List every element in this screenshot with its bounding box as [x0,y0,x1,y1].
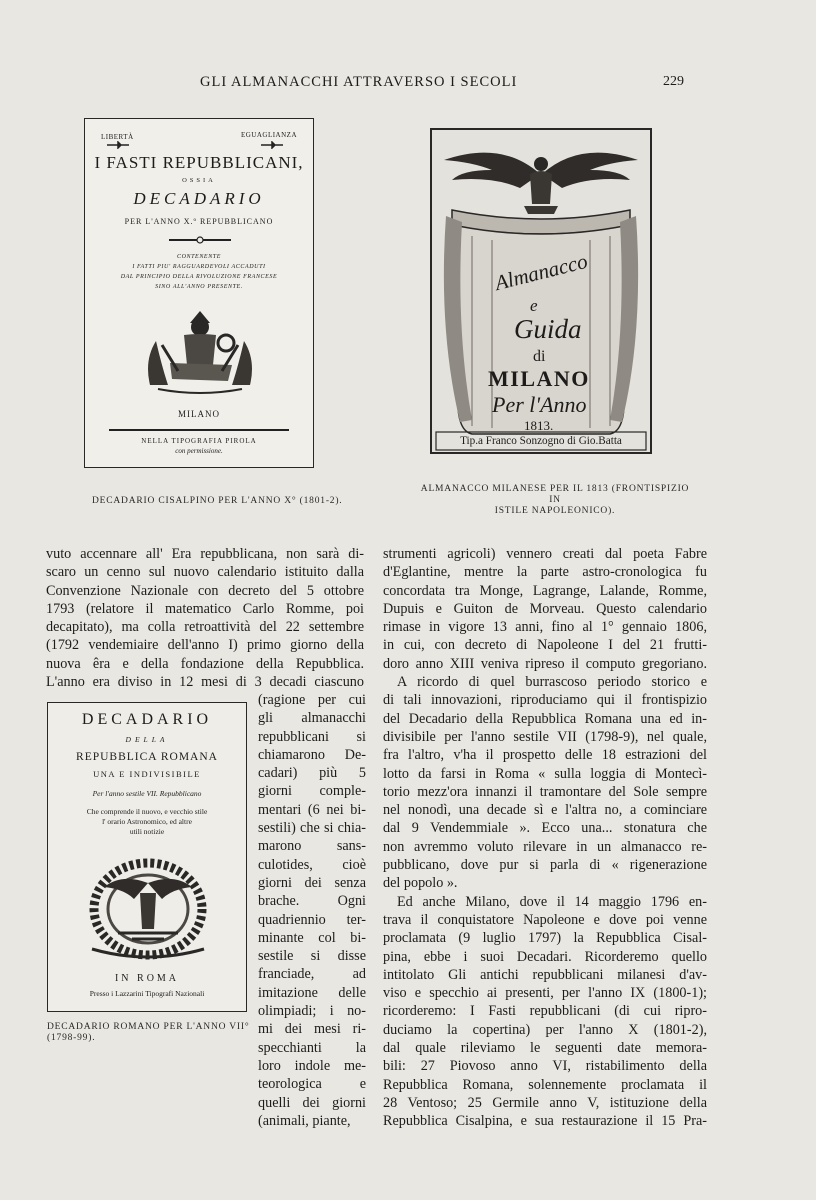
text-line: imitazione delle [258,984,366,1001]
text-line: torio mezz'ora innanzi il tramontare del Sole sempre [383,783,707,800]
text-line: di tali innovazioni, riproduciamo qui il frontispizio [383,692,707,709]
milanese-script-3: di [533,348,546,365]
motto-right: EGUAGLIANZA [240,131,297,139]
text-line: viso e specchio ai presenti, per l'anno IX (1800-1); [383,985,707,1002]
cisalpine-contents-3: SINO ALL'ANNO PRESENTE. [155,284,243,290]
text-line: specchianti la [258,1039,366,1056]
text-line: concordata tra Monge, Lagrange, Lalande, Romme, [383,582,707,599]
text-line: (1792 vendemiaire dell'anno I) primo giorno della [46,637,364,654]
caption-roman-line-1: (1798-99). [47,1033,96,1043]
text-line: in cui, con decreto di Napoleone I del 21 frutti- [383,637,707,654]
text-line: d'Eglantine, mentre la parte astro-cronologica fu [383,564,707,581]
text-line: L'anno era diviso in 12 mesi di 3 decadi ciascuno [46,674,364,691]
roman-title: DECADARIO [81,711,213,728]
cisalpine-city: MILANO [178,409,220,419]
text-line: fra l'altro, v'ha il prospetto delle 18 estrazioni del [383,747,707,764]
roman-note-1: l' orario Astronomico, ed altre [102,817,192,826]
text-line: trava il conquistatore Napoleone e dove poi venne [383,911,707,928]
text-line: vuto accennare all' Era repubblicana, non sarà di- [46,546,364,562]
text-line: (animali, piante, [258,1112,351,1129]
text-line: non avremmo voluto rilevare in un almanacco re- [383,838,707,855]
cisalpine-contents-0: CONTENENTE [176,254,221,260]
cisalpine-contents-1: I FATTI PIU' RAGGUARDEVOLI ACCADUTI [132,264,266,270]
text-line: pubblicano, dove pur si parla di « rigenerazione [383,857,707,874]
roman-republic: REPUBBLICA ROMANA [76,751,218,763]
text-line: bili: 27 Piovoso anno VI, ristabilimento della [383,1058,707,1075]
roman-printer: Presso i Lazzarini Tipografi Nazionali [89,989,205,998]
milanese-city: MILANO [488,366,590,391]
text-line: (ragione per cui [258,692,366,708]
text-line: culotides, cioè [258,856,366,873]
text-right [383,545,707,1131]
text-line: A ricordo di quel burrascoso periodo storico e [397,674,707,691]
text-line: intitolato Gli antichi repubblicani milanesi d'av- [383,966,707,983]
caption-cisalpine: DECADARIO CISALPINO PER L'ANNO X° (1801-2). [92,496,343,506]
text-line: scaro un cenno sul nuovo calendario istituito dalla [46,564,364,581]
text-line: dal 9 Vendemmiale ». Ecco una... stonatura che [383,820,707,837]
caption-roman-line-0: DECADARIO ROMANO PER L'ANNO VII° [47,1022,250,1032]
caption-milanese-line-1: ISTILE NAPOLEONICO). [494,506,616,516]
motto-ornaments [99,141,299,149]
milanese-printer: Tip.a Franco Sonzogno di Gio.Batta [460,435,622,447]
text-line: dal quale rileviamo le seguenti date memora- [383,1040,707,1057]
roman-note-2: utili notizie [129,827,165,836]
running-title: GLI ALMANACCHI ATTRAVERSO I SECOLI [200,74,518,90]
text-line: sestili) che si chia- [258,820,366,837]
text-line: olimpiadi; i no- [258,1003,366,1020]
text-line: giorni comple- [258,783,366,800]
text-line: pina, ebbe i suoi Decadari. Ricorderemo quello [383,948,707,965]
text-line: sestile si disse [258,948,366,965]
roman-della: DELLA [125,735,169,744]
text-line: decapitato), ma colla retroattività del 22 settembre [46,619,364,636]
milanese-script-0: Almanacco [492,248,590,296]
divider-ornament [167,235,233,245]
cisalpine-ossia: OSSIA [182,177,216,184]
roman-note-0: Che comprende il nuovo, e vecchio stile [86,807,208,816]
figure-milanese-almanac [430,128,652,454]
roman-place: IN ROMA [114,973,180,984]
milanese-script-2: Guida [514,314,582,344]
text-line: lotto da farsi in Roma « sulla loggia di Montecì- [383,765,707,782]
cisalpine-subtitle: DECADARIO [133,189,265,208]
text-line: minante col bi- [258,929,366,946]
text-line: nel nonodì, una decade sì e l'altra no, a cominciare [383,802,707,819]
text-line: quelli dei giorni [258,1094,366,1111]
text-line: giorni dei senza [258,874,366,891]
text-line: 1793 (relatore il matematico Carlo Romme, poi [46,600,364,617]
running-head [0,74,816,92]
motto-left: LIBERTÀ [101,133,134,141]
text-line: mi dei mesi ri- [258,1021,366,1038]
text-left-narrow [258,691,366,1130]
text-line: chiamarono De- [258,746,366,763]
text-line: del Decadario della Repubblica Romana una ed in- [383,710,707,727]
text-line: del popolo ». [383,875,458,892]
caption-milanese-line-0: ALMANACCO MILANESE PER IL 1813 (FRONTISPIZIO IN [420,484,690,505]
roman-year-line: Per l'anno sestile VII. Repubblicano [92,789,202,798]
text-line: Repubblica Cisalpina, e sua restaurazione il 15 Pra- [383,1113,707,1130]
cisalpine-printer: NELLA TIPOGRAFIA PIROLA [141,437,257,445]
milanese-script-1: e [530,296,538,315]
text-line: teorologica e [258,1076,366,1093]
cisalpine-title: I FASTI REPUBBLICANI, [94,153,304,172]
text-line: quadriennio ter- [258,911,366,928]
text-line: brache. Ogni [258,893,366,910]
cisalpine-permission: con permissione. [175,447,223,455]
text-line: proclamata (9 luglio 1797) la Repubblica Cisal- [383,930,707,947]
text-line: cadari) più 5 [258,765,366,782]
text-line: strumenti agricoli) vennero creati dal poeta Fabre [383,546,707,562]
text-line: franciade, ad [258,966,366,983]
cisalpine-rule [109,429,289,431]
cisalpine-year-line: PER L'ANNO X.º REPUBBLICANO [124,217,274,226]
republican-allegory-vignette [140,305,260,397]
text-line: marono sans- [258,838,366,855]
text-line: nuova êra e della fondazione della Repubblica. [46,655,364,672]
caption-roman [47,1022,249,1044]
text-line: divisibile per l'anno sestile VII (1798-9), nel quale, [383,728,707,745]
text-line: 28 Ventoso; 25 Germile anno V, istituzione della [383,1094,707,1111]
figure-roman-decadario [47,702,247,1012]
text-line: Repubblica Romana, solennemente proclamata il [383,1076,707,1093]
text-line: mentari (6 nei bi- [258,801,366,818]
text-line: repubblicani si [258,728,366,745]
text-line: ricorderemo: I Fasti repubblicani (di cui ripro- [383,1003,707,1020]
figure-cisalpine-decadario [84,118,314,468]
roman-motto: UNA E INDIVISIBILE [93,769,201,779]
text-line: duciamo la copertina) per l'anno X (1801-2), [383,1021,707,1038]
text-line: Ed anche Milano, dove il 14 maggio 1796 en- [397,893,707,910]
text-left-full [46,545,364,691]
milanese-year: 1813. [524,418,554,433]
page-number: 229 [663,74,684,89]
text-line: gli almanacchi [258,710,366,727]
caption-milanese [414,484,696,517]
text-line: Dupuis e Guiton de Morveau. Questo calendario [383,600,707,617]
text-line: Convenzione Nazionale con decreto del 5 ottobre [46,582,364,599]
text-line: rimase in vigore 13 anni, fino al 1° gennaio 1806, [383,619,707,636]
milanese-per-anno: Per l'Anno [492,392,587,417]
eagle-wreath-vignette [78,853,218,963]
text-line: doro anno XIII veniva ripreso il computo gregoriano. [383,655,707,672]
cisalpine-contents-2: DAL PRINCIPIO DELLA RIVOLUZIONE FRANCESE [120,274,278,280]
text-line: loro indole me- [258,1057,366,1074]
